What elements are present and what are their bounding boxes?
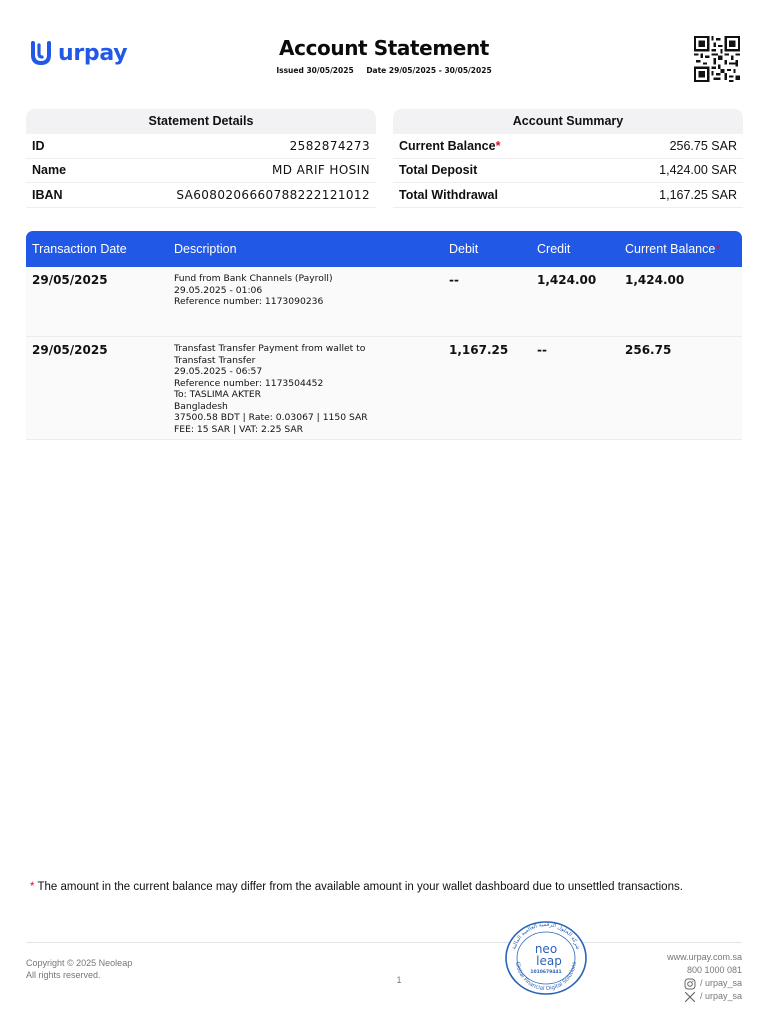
description-line: Transfast Transfer (174, 354, 256, 366)
x-twitter-icon (684, 991, 696, 1003)
transaction-balance: 256.75 (625, 343, 672, 357)
description-line: Fund from Bank Channels (Payroll) (174, 273, 333, 284)
summary-label-text: Current Balance (399, 138, 496, 153)
description-line: FEE: 15 SAR | VAT: 2.25 SAR (174, 423, 304, 435)
summary-row-current-balance (393, 134, 743, 159)
copyright-text: Copyright © 2025 Neoleap (26, 958, 133, 968)
table-row (26, 267, 742, 337)
phone-number (667, 964, 742, 977)
contact-info (667, 951, 742, 1003)
balance-disclaimer (30, 881, 683, 893)
website-text: www.urpay.com.sa (667, 952, 742, 962)
summary-value: 1,167.25 SAR (659, 187, 737, 202)
transactions-table (26, 231, 742, 440)
date-range: Date 29/05/2025 - 30/05/2025 (366, 66, 492, 75)
detail-row-iban (26, 183, 376, 208)
column-header-balance (625, 231, 720, 267)
x-link[interactable] (667, 990, 742, 1003)
detail-label: ID (32, 138, 45, 153)
summary-label (399, 163, 477, 177)
summary-row-total-deposit (393, 159, 743, 184)
instagram-handle: / urpay_sa (699, 978, 742, 988)
column-header-date: Transaction Date (32, 242, 127, 256)
footer-divider (26, 942, 742, 943)
transaction-description (174, 343, 414, 435)
logo-text: urpay (58, 40, 128, 66)
page-title: Account Statement (279, 36, 489, 60)
seal-brand-neo: neo (534, 942, 558, 956)
x-handle: / urpay_sa (699, 991, 742, 1001)
description-line: 29.05.2025 - 01:06 (174, 284, 263, 296)
detail-row-name (26, 159, 376, 184)
detail-value: 2582874273 (289, 138, 370, 153)
website-link[interactable] (667, 951, 742, 964)
summary-label (399, 188, 498, 202)
transaction-balance: 1,424.00 (625, 273, 685, 287)
summary-label-text: Total Deposit (399, 163, 478, 178)
transaction-debit: -- (449, 273, 459, 287)
column-header-description: Description (174, 242, 237, 256)
column-header-debit: Debit (449, 242, 479, 256)
description-line: Reference number: 1173504452 (174, 377, 324, 389)
qr-code-icon (694, 36, 740, 82)
statement-details-heading: Statement Details (26, 109, 376, 134)
summary-value: 1,424.00 SAR (659, 163, 737, 178)
summary-row-total-withdrawal (393, 183, 743, 208)
rights-text: All rights reserved. (26, 970, 101, 980)
neoleap-seal-icon (504, 920, 588, 996)
summary-label-text: Total Withdrawal (399, 187, 498, 202)
column-header-balance-text: Current Balance (625, 242, 716, 256)
description-line: Bangladesh (174, 400, 228, 412)
detail-value: SA6080206660788222121012 (176, 187, 370, 202)
asterisk-marker: * (30, 881, 35, 893)
seal-english-ring: Global Financial Digital Solutions (514, 961, 578, 993)
transaction-date: 29/05/2025 (32, 273, 108, 287)
account-summary-panel (393, 109, 743, 208)
description-line: To: TASLIMA AKTER (174, 389, 262, 400)
page-number: 1 (396, 975, 402, 985)
description-line: 37500.58 BDT | Rate: 0.03067 | 1150 SAR (174, 412, 368, 423)
transaction-debit: 1,167.25 (449, 343, 509, 357)
transaction-description (174, 273, 414, 308)
title-block (0, 36, 768, 75)
detail-row-id (26, 134, 376, 159)
asterisk-marker: * (715, 242, 721, 256)
transaction-credit: -- (537, 343, 547, 357)
instagram-link[interactable] (667, 977, 742, 990)
instagram-icon (684, 978, 696, 990)
summary-label (399, 139, 500, 153)
issued-date: Issued 30/05/2025 (276, 66, 354, 75)
summary-value: 256.75 SAR (669, 138, 737, 153)
seal-arabic-ring: شركة الحلول الرقمية العالمية المالية (511, 921, 581, 951)
statement-dates (0, 66, 768, 75)
disclaimer-text: The amount in the current balance may differ from the available amount in your wallet dashboard due to unsettled transactions. (37, 881, 683, 893)
transaction-date: 29/05/2025 (32, 343, 108, 357)
detail-label: IBAN (32, 187, 63, 202)
seal-brand-leap: leap (536, 954, 562, 968)
phone-text: 800 1000 081 (686, 965, 742, 975)
description-line: Transfast Transfer Payment from wallet to (174, 343, 366, 354)
seal-registration: 1010679441 (530, 970, 562, 975)
detail-value: MD ARIF HOSIN (271, 163, 370, 178)
table-row (26, 337, 742, 440)
transactions-header (26, 231, 742, 267)
asterisk-marker: * (495, 138, 501, 153)
statement-details-panel (26, 109, 376, 208)
detail-label: Name (32, 163, 67, 178)
account-summary-heading: Account Summary (393, 109, 743, 134)
description-line: Reference number: 1173090236 (174, 296, 324, 307)
description-line: 29.05.2025 - 06:57 (174, 366, 263, 377)
transaction-credit: 1,424.00 (537, 273, 597, 287)
column-header-credit: Credit (537, 242, 571, 256)
copyright (26, 957, 132, 981)
